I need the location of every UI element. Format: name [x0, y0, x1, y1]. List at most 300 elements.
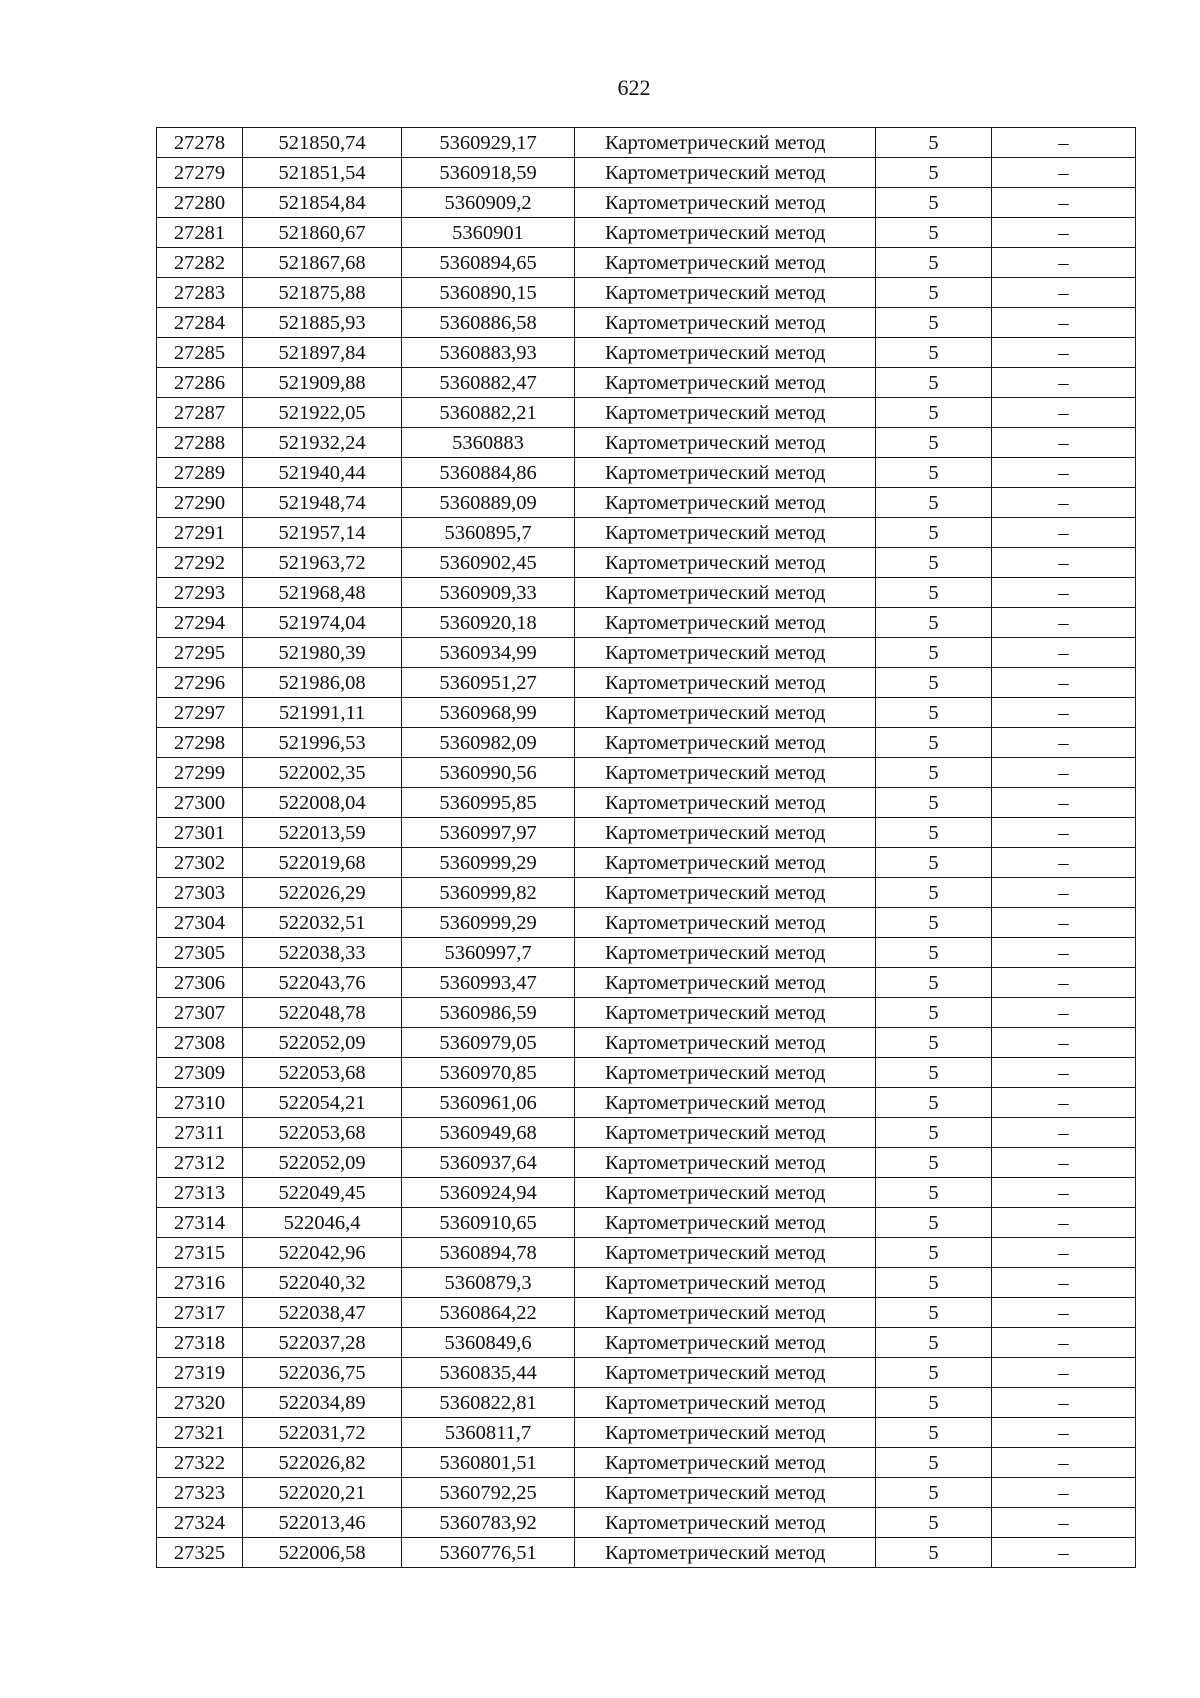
x-coordinate-cell: 521854,84: [243, 188, 402, 218]
note-cell: –: [992, 368, 1136, 398]
method-cell: Картометрический метод: [575, 1538, 876, 1568]
note-cell: –: [992, 1148, 1136, 1178]
x-coordinate-cell: 521996,53: [243, 728, 402, 758]
table-row: [157, 308, 1136, 338]
precision-cell: 5: [876, 1058, 992, 1088]
method-cell: Картометрический метод: [575, 848, 876, 878]
precision-cell: 5: [876, 1508, 992, 1538]
y-coordinate-cell: 5360849,6: [402, 1328, 575, 1358]
precision-cell: 5: [876, 878, 992, 908]
point-number-cell: 27312: [157, 1148, 243, 1178]
note-cell: –: [992, 578, 1136, 608]
y-coordinate-cell: 5360811,7: [402, 1418, 575, 1448]
y-coordinate-cell: 5360902,45: [402, 548, 575, 578]
precision-cell: 5: [876, 548, 992, 578]
x-coordinate-cell: 522037,28: [243, 1328, 402, 1358]
table-row: [157, 218, 1136, 248]
x-coordinate-cell: 522040,32: [243, 1268, 402, 1298]
point-number-cell: 27284: [157, 308, 243, 338]
point-number-cell: 27305: [157, 938, 243, 968]
method-cell: Картометрический метод: [575, 218, 876, 248]
y-coordinate-cell: 5360997,7: [402, 938, 575, 968]
x-coordinate-cell: 522013,59: [243, 818, 402, 848]
table-row: [157, 188, 1136, 218]
table-row: [157, 698, 1136, 728]
table-row: [157, 758, 1136, 788]
x-coordinate-cell: 521897,84: [243, 338, 402, 368]
table-row: [157, 1388, 1136, 1418]
note-cell: –: [992, 1268, 1136, 1298]
method-cell: Картометрический метод: [575, 458, 876, 488]
note-cell: –: [992, 1208, 1136, 1238]
coordinates-table: [156, 127, 1136, 1568]
table-row: [157, 878, 1136, 908]
note-cell: –: [992, 188, 1136, 218]
method-cell: Картометрический метод: [575, 1388, 876, 1418]
method-cell: Картометрический метод: [575, 728, 876, 758]
note-cell: –: [992, 1178, 1136, 1208]
y-coordinate-cell: 5360889,09: [402, 488, 575, 518]
y-coordinate-cell: 5360924,94: [402, 1178, 575, 1208]
y-coordinate-cell: 5360997,97: [402, 818, 575, 848]
method-cell: Картометрический метод: [575, 968, 876, 998]
method-cell: Картометрический метод: [575, 338, 876, 368]
y-coordinate-cell: 5360999,29: [402, 848, 575, 878]
precision-cell: 5: [876, 908, 992, 938]
note-cell: –: [992, 548, 1136, 578]
point-number-cell: 27280: [157, 188, 243, 218]
point-number-cell: 27294: [157, 608, 243, 638]
point-number-cell: 27291: [157, 518, 243, 548]
x-coordinate-cell: 522043,76: [243, 968, 402, 998]
table-row: [157, 1298, 1136, 1328]
y-coordinate-cell: 5360999,29: [402, 908, 575, 938]
x-coordinate-cell: 522054,21: [243, 1088, 402, 1118]
precision-cell: 5: [876, 608, 992, 638]
note-cell: –: [992, 698, 1136, 728]
y-coordinate-cell: 5360990,56: [402, 758, 575, 788]
point-number-cell: 27307: [157, 998, 243, 1028]
precision-cell: 5: [876, 488, 992, 518]
method-cell: Картометрический метод: [575, 1148, 876, 1178]
method-cell: Картометрический метод: [575, 938, 876, 968]
method-cell: Картометрический метод: [575, 1208, 876, 1238]
x-coordinate-cell: 522038,33: [243, 938, 402, 968]
x-coordinate-cell: 521851,54: [243, 158, 402, 188]
method-cell: Картометрический метод: [575, 1418, 876, 1448]
point-number-cell: 27318: [157, 1328, 243, 1358]
table-row: [157, 488, 1136, 518]
page-number: 622: [617, 75, 651, 100]
table-row: [157, 128, 1136, 158]
point-number-cell: 27310: [157, 1088, 243, 1118]
table-row: [157, 248, 1136, 278]
x-coordinate-cell: 521909,88: [243, 368, 402, 398]
note-cell: –: [992, 638, 1136, 668]
method-cell: Картометрический метод: [575, 428, 876, 458]
table-row: [157, 608, 1136, 638]
x-coordinate-cell: 522032,51: [243, 908, 402, 938]
precision-cell: 5: [876, 668, 992, 698]
precision-cell: 5: [876, 1418, 992, 1448]
point-number-cell: 27306: [157, 968, 243, 998]
method-cell: Картометрический метод: [575, 548, 876, 578]
point-number-cell: 27322: [157, 1448, 243, 1478]
point-number-cell: 27278: [157, 128, 243, 158]
precision-cell: 5: [876, 1208, 992, 1238]
table-row: [157, 1028, 1136, 1058]
y-coordinate-cell: 5360929,17: [402, 128, 575, 158]
point-number-cell: 27321: [157, 1418, 243, 1448]
method-cell: Картометрический метод: [575, 1448, 876, 1478]
method-cell: Картометрический метод: [575, 158, 876, 188]
point-number-cell: 27299: [157, 758, 243, 788]
note-cell: –: [992, 1238, 1136, 1268]
table-row: [157, 1418, 1136, 1448]
x-coordinate-cell: 522052,09: [243, 1148, 402, 1178]
note-cell: –: [992, 758, 1136, 788]
precision-cell: 5: [876, 158, 992, 188]
y-coordinate-cell: 5360970,85: [402, 1058, 575, 1088]
point-number-cell: 27287: [157, 398, 243, 428]
y-coordinate-cell: 5360822,81: [402, 1388, 575, 1418]
y-coordinate-cell: 5360894,65: [402, 248, 575, 278]
x-coordinate-cell: 521932,24: [243, 428, 402, 458]
method-cell: Картометрический метод: [575, 1178, 876, 1208]
precision-cell: 5: [876, 1478, 992, 1508]
note-cell: –: [992, 608, 1136, 638]
y-coordinate-cell: 5360951,27: [402, 668, 575, 698]
point-number-cell: 27296: [157, 668, 243, 698]
note-cell: –: [992, 1538, 1136, 1568]
note-cell: –: [992, 968, 1136, 998]
precision-cell: 5: [876, 428, 992, 458]
method-cell: Картометрический метод: [575, 398, 876, 428]
point-number-cell: 27304: [157, 908, 243, 938]
y-coordinate-cell: 5360801,51: [402, 1448, 575, 1478]
point-number-cell: 27289: [157, 458, 243, 488]
note-cell: –: [992, 1478, 1136, 1508]
table-row: [157, 818, 1136, 848]
y-coordinate-cell: 5360835,44: [402, 1358, 575, 1388]
x-coordinate-cell: 522049,45: [243, 1178, 402, 1208]
note-cell: –: [992, 428, 1136, 458]
y-coordinate-cell: 5360934,99: [402, 638, 575, 668]
table-row: [157, 1328, 1136, 1358]
precision-cell: 5: [876, 1448, 992, 1478]
note-cell: –: [992, 1358, 1136, 1388]
y-coordinate-cell: 5360886,58: [402, 308, 575, 338]
y-coordinate-cell: 5360920,18: [402, 608, 575, 638]
x-coordinate-cell: 521974,04: [243, 608, 402, 638]
x-coordinate-cell: 522038,47: [243, 1298, 402, 1328]
y-coordinate-cell: 5360884,86: [402, 458, 575, 488]
table-row: [157, 1178, 1136, 1208]
y-coordinate-cell: 5360783,92: [402, 1508, 575, 1538]
y-coordinate-cell: 5360882,21: [402, 398, 575, 428]
method-cell: Картометрический метод: [575, 518, 876, 548]
table-row: [157, 158, 1136, 188]
point-number-cell: 27302: [157, 848, 243, 878]
y-coordinate-cell: 5360792,25: [402, 1478, 575, 1508]
method-cell: Картометрический метод: [575, 1238, 876, 1268]
x-coordinate-cell: 521986,08: [243, 668, 402, 698]
x-coordinate-cell: 521885,93: [243, 308, 402, 338]
point-number-cell: 27292: [157, 548, 243, 578]
method-cell: Картометрический метод: [575, 308, 876, 338]
table-row: [157, 458, 1136, 488]
y-coordinate-cell: 5360993,47: [402, 968, 575, 998]
y-coordinate-cell: 5360909,33: [402, 578, 575, 608]
precision-cell: 5: [876, 848, 992, 878]
table-row: [157, 338, 1136, 368]
precision-cell: 5: [876, 1388, 992, 1418]
note-cell: –: [992, 308, 1136, 338]
x-coordinate-cell: 522008,04: [243, 788, 402, 818]
method-cell: Картометрический метод: [575, 1478, 876, 1508]
note-cell: –: [992, 248, 1136, 278]
note-cell: –: [992, 458, 1136, 488]
note-cell: –: [992, 398, 1136, 428]
y-coordinate-cell: 5360910,65: [402, 1208, 575, 1238]
point-number-cell: 27316: [157, 1268, 243, 1298]
y-coordinate-cell: 5360864,22: [402, 1298, 575, 1328]
method-cell: Картометрический метод: [575, 128, 876, 158]
note-cell: –: [992, 1448, 1136, 1478]
precision-cell: 5: [876, 248, 992, 278]
table-row: [157, 848, 1136, 878]
point-number-cell: 27297: [157, 698, 243, 728]
precision-cell: 5: [876, 818, 992, 848]
table-row: [157, 1118, 1136, 1148]
method-cell: Картометрический метод: [575, 248, 876, 278]
method-cell: Картометрический метод: [575, 1118, 876, 1148]
y-coordinate-cell: 5360961,06: [402, 1088, 575, 1118]
point-number-cell: 27290: [157, 488, 243, 518]
x-coordinate-cell: 522006,58: [243, 1538, 402, 1568]
method-cell: Картометрический метод: [575, 368, 876, 398]
y-coordinate-cell: 5360895,7: [402, 518, 575, 548]
method-cell: Картометрический метод: [575, 1268, 876, 1298]
x-coordinate-cell: 522031,72: [243, 1418, 402, 1448]
point-number-cell: 27295: [157, 638, 243, 668]
note-cell: –: [992, 338, 1136, 368]
table-row: [157, 1508, 1136, 1538]
x-coordinate-cell: 522020,21: [243, 1478, 402, 1508]
table-row: [157, 398, 1136, 428]
precision-cell: 5: [876, 338, 992, 368]
x-coordinate-cell: 521991,11: [243, 698, 402, 728]
point-number-cell: 27320: [157, 1388, 243, 1418]
note-cell: –: [992, 1328, 1136, 1358]
precision-cell: 5: [876, 1148, 992, 1178]
table-row: [157, 1088, 1136, 1118]
table-row: [157, 1238, 1136, 1268]
table-row: [157, 788, 1136, 818]
precision-cell: 5: [876, 788, 992, 818]
point-number-cell: 27298: [157, 728, 243, 758]
table-row: [157, 638, 1136, 668]
table-row: [157, 908, 1136, 938]
method-cell: Картометрический метод: [575, 758, 876, 788]
precision-cell: 5: [876, 398, 992, 428]
point-number-cell: 27283: [157, 278, 243, 308]
point-number-cell: 27324: [157, 1508, 243, 1538]
table-row: [157, 968, 1136, 998]
precision-cell: 5: [876, 998, 992, 1028]
method-cell: Картометрический метод: [575, 488, 876, 518]
x-coordinate-cell: 522034,89: [243, 1388, 402, 1418]
x-coordinate-cell: 522026,82: [243, 1448, 402, 1478]
precision-cell: 5: [876, 1238, 992, 1268]
table-row: [157, 578, 1136, 608]
precision-cell: 5: [876, 578, 992, 608]
point-number-cell: 27313: [157, 1178, 243, 1208]
x-coordinate-cell: 522036,75: [243, 1358, 402, 1388]
method-cell: Картометрический метод: [575, 578, 876, 608]
precision-cell: 5: [876, 128, 992, 158]
method-cell: Картометрический метод: [575, 998, 876, 1028]
point-number-cell: 27285: [157, 338, 243, 368]
table-row: [157, 1538, 1136, 1568]
y-coordinate-cell: 5360937,64: [402, 1148, 575, 1178]
y-coordinate-cell: 5360968,99: [402, 698, 575, 728]
point-number-cell: 27319: [157, 1358, 243, 1388]
point-number-cell: 27286: [157, 368, 243, 398]
y-coordinate-cell: 5360949,68: [402, 1118, 575, 1148]
y-coordinate-cell: 5360918,59: [402, 158, 575, 188]
method-cell: Картометрический метод: [575, 1508, 876, 1538]
table-row: [157, 1268, 1136, 1298]
note-cell: –: [992, 218, 1136, 248]
x-coordinate-cell: 522026,29: [243, 878, 402, 908]
precision-cell: 5: [876, 1178, 992, 1208]
method-cell: Картометрический метод: [575, 1088, 876, 1118]
note-cell: –: [992, 668, 1136, 698]
y-coordinate-cell: 5360894,78: [402, 1238, 575, 1268]
x-coordinate-cell: 522048,78: [243, 998, 402, 1028]
method-cell: Картометрический метод: [575, 1298, 876, 1328]
table-row: [157, 938, 1136, 968]
y-coordinate-cell: 5360883,93: [402, 338, 575, 368]
point-number-cell: 27325: [157, 1538, 243, 1568]
method-cell: Картометрический метод: [575, 878, 876, 908]
note-cell: –: [992, 1388, 1136, 1418]
x-coordinate-cell: 521948,74: [243, 488, 402, 518]
note-cell: –: [992, 938, 1136, 968]
note-cell: –: [992, 518, 1136, 548]
note-cell: –: [992, 488, 1136, 518]
note-cell: –: [992, 818, 1136, 848]
method-cell: Картометрический метод: [575, 188, 876, 218]
precision-cell: 5: [876, 1298, 992, 1328]
note-cell: –: [992, 128, 1136, 158]
point-number-cell: 27317: [157, 1298, 243, 1328]
precision-cell: 5: [876, 518, 992, 548]
y-coordinate-cell: 5360879,3: [402, 1268, 575, 1298]
y-coordinate-cell: 5360999,82: [402, 878, 575, 908]
method-cell: Картометрический метод: [575, 608, 876, 638]
precision-cell: 5: [876, 278, 992, 308]
x-coordinate-cell: 522042,96: [243, 1238, 402, 1268]
table-row: [157, 728, 1136, 758]
y-coordinate-cell: 5360882,47: [402, 368, 575, 398]
precision-cell: 5: [876, 698, 992, 728]
method-cell: Картометрический метод: [575, 1358, 876, 1388]
table-row: [157, 518, 1136, 548]
y-coordinate-cell: 5360883: [402, 428, 575, 458]
y-coordinate-cell: 5360982,09: [402, 728, 575, 758]
x-coordinate-cell: 522053,68: [243, 1118, 402, 1148]
note-cell: –: [992, 878, 1136, 908]
precision-cell: 5: [876, 938, 992, 968]
table-row: [157, 998, 1136, 1028]
table-row: [157, 1448, 1136, 1478]
point-number-cell: 27293: [157, 578, 243, 608]
note-cell: –: [992, 158, 1136, 188]
precision-cell: 5: [876, 458, 992, 488]
point-number-cell: 27309: [157, 1058, 243, 1088]
note-cell: –: [992, 908, 1136, 938]
note-cell: –: [992, 848, 1136, 878]
x-coordinate-cell: 521860,67: [243, 218, 402, 248]
point-number-cell: 27314: [157, 1208, 243, 1238]
x-coordinate-cell: 521850,74: [243, 128, 402, 158]
note-cell: –: [992, 1418, 1136, 1448]
precision-cell: 5: [876, 1088, 992, 1118]
table-row: [157, 1058, 1136, 1088]
point-number-cell: 27300: [157, 788, 243, 818]
table-row: [157, 1208, 1136, 1238]
note-cell: –: [992, 1118, 1136, 1148]
x-coordinate-cell: 521940,44: [243, 458, 402, 488]
x-coordinate-cell: 522046,4: [243, 1208, 402, 1238]
table-row: [157, 1478, 1136, 1508]
method-cell: Картометрический метод: [575, 1028, 876, 1058]
y-coordinate-cell: 5360979,05: [402, 1028, 575, 1058]
note-cell: –: [992, 1298, 1136, 1328]
note-cell: –: [992, 1088, 1136, 1118]
x-coordinate-cell: 521963,72: [243, 548, 402, 578]
x-coordinate-cell: 522013,46: [243, 1508, 402, 1538]
precision-cell: 5: [876, 1028, 992, 1058]
note-cell: –: [992, 998, 1136, 1028]
y-coordinate-cell: 5360901: [402, 218, 575, 248]
precision-cell: 5: [876, 368, 992, 398]
precision-cell: 5: [876, 1358, 992, 1388]
point-number-cell: 27308: [157, 1028, 243, 1058]
method-cell: Картометрический метод: [575, 278, 876, 308]
x-coordinate-cell: 521957,14: [243, 518, 402, 548]
precision-cell: 5: [876, 758, 992, 788]
precision-cell: 5: [876, 308, 992, 338]
y-coordinate-cell: 5360776,51: [402, 1538, 575, 1568]
point-number-cell: 27282: [157, 248, 243, 278]
table-row: [157, 668, 1136, 698]
method-cell: Картометрический метод: [575, 638, 876, 668]
method-cell: Картометрический метод: [575, 1328, 876, 1358]
x-coordinate-cell: 522053,68: [243, 1058, 402, 1088]
method-cell: Картометрический метод: [575, 698, 876, 728]
method-cell: Картометрический метод: [575, 818, 876, 848]
y-coordinate-cell: 5360890,15: [402, 278, 575, 308]
method-cell: Картометрический метод: [575, 1058, 876, 1088]
table-row: [157, 1148, 1136, 1178]
precision-cell: 5: [876, 1268, 992, 1298]
x-coordinate-cell: 521922,05: [243, 398, 402, 428]
note-cell: –: [992, 278, 1136, 308]
precision-cell: 5: [876, 638, 992, 668]
